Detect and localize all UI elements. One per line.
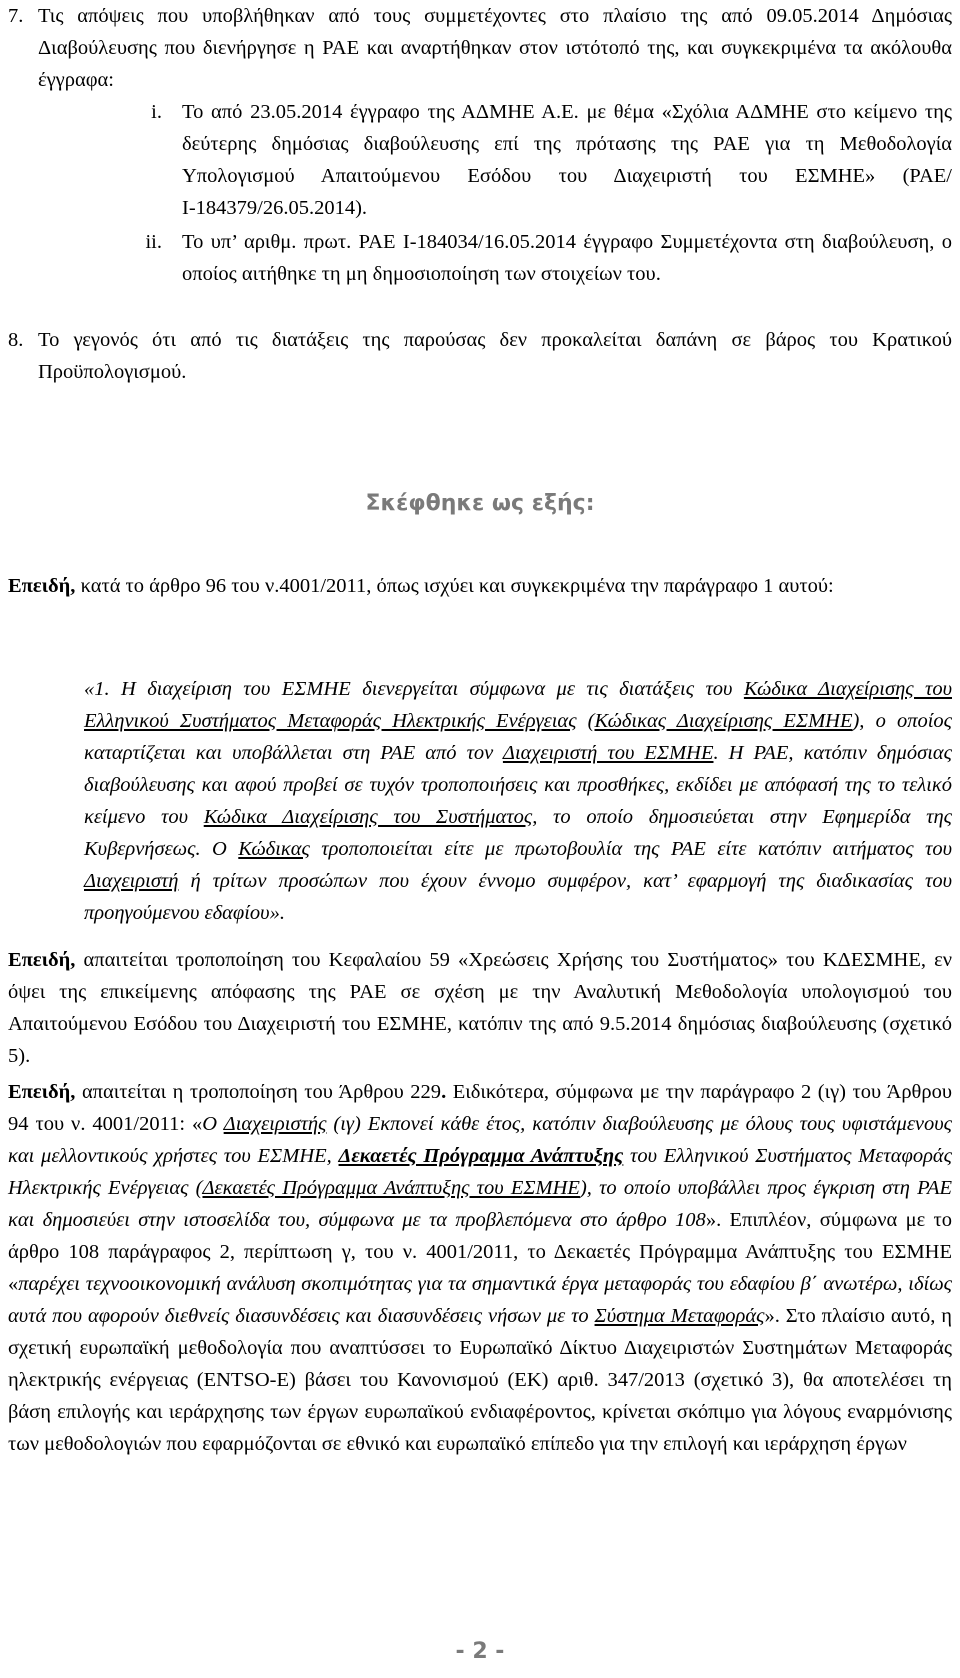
quote-underlined: Κώδικας Διαχείρισης ΕΣΜΗΕ [594,709,853,732]
paragraph-text: Ειδικότερα, σύμφωνα με την παράγραφο 2 (ιγ) του Άρθρου 94 του ν. 4001/2011: « [8,1081,953,1135]
paragraph-2 [8,944,952,1072]
paragraph-text: ». Επιπλέον, σύμφωνα με το άρθρο 108 παράγραφος 2, περίπτωση γ, του ν. 4001/2011, το Δεκαετές Πρόγραμμα Ανάπτυξης του ΕΣΜΗΕ « [8,1209,953,1295]
paragraph-italic: ), το οποίο υποβάλλει προς έγκριση στη ΡΑΕ και δημοσιεύει στην ιστοσελίδα του, σύμφωνα με τα προβλεπόμενα στο άρθρο 108 [8,1177,953,1231]
quote-text: ( [576,709,595,732]
paragraph-bold-underlined: Δεκαετές Πρόγραμμα Ανάπτυξης [338,1145,624,1167]
sub-item-number: i. [151,101,162,123]
quote-text: τροποποιείται είτε με πρωτοβουλία της ΡΑΕ είτε κατόπιν αιτήματος του [309,837,952,860]
paragraph-3 [8,1076,952,1460]
quote-text: . Η ΡΑΕ, κατόπιν δημόσιας διαβούλευσης και αφού προβεί σε τυχόν τροποποιήσεις και προσθήκες, εκδίδει με απόφασή της το τελικό κείμενο του [84,741,952,828]
section-heading: Σκέφθηκε ως εξής: [365,491,595,516]
item-number: 8. [8,329,24,351]
item-number: 7. [8,5,24,27]
paragraph-italic: του Ελληνικού Συστήματος Μεταφοράς Ηλεκτρικής Ενέργειας ( [8,1145,952,1199]
quote-text: «1. Η διαχείριση του ΕΣΜΗΕ διενεργείται σύμφωνα με τις διατάξεις του [84,677,744,700]
quote-underlined: Κώδικα Διαχείρισης του Συστήματος [203,805,533,828]
item-text: Το γεγονός ότι από τις διατάξεις της παρούσας δεν προκαλείται δαπάνη σε βάρος του Κρατικού Προϋπολογισμού. [38,329,952,383]
paragraph-italic: παρέχει τεχνοοικονομική ανάλυση σκοπιμότητας για τα σημαντικά έργα μεταφοράς του εδαφίου β΄ ανωτέρω, ιδίως αυτά που αφορούν διεθνείς διασυνδέσεις και διασυνδέσεις νήσων με το [8,1273,952,1327]
quote-underlined: Κώδικας [238,837,310,860]
paragraph-underlined: Δεκαετές Πρόγραμμα Ανάπτυξης του ΕΣΜΗΕ [202,1177,580,1199]
quote-underlined: Διαχειριστή [84,869,179,892]
sub-item-i [118,96,952,224]
paragraph-lead: Επειδή, [8,1081,76,1103]
paragraph-bold: . [441,1081,447,1103]
item-text: Τις απόψεις που υποβλήθηκαν από τους συμμετέχοντες στο πλαίσιο της από 09.05.2014 Δημόσιας Διαβούλευσης που διενήργησε η ΡΑΕ και αναρτήθηκαν στον ιστότοπό της, και συγκεκριμένα τα ακόλουθα έγγραφα: [38,5,952,91]
paragraph-text: απαιτείται η τροποποίηση του Άρθρου 229 [75,1081,442,1103]
law-quote [84,673,952,929]
quote-text: ή τρίτων προσώπων που έχουν έννομο συμφέρον, κατ’ εφαρμογή της διαδικασίας του προηγούμενου εδαφίου». [84,869,952,924]
paragraph-lead: Επειδή, [8,575,76,597]
sub-item-number: ii. [145,231,162,253]
paragraph-text: κατά το άρθρο 96 του ν.4001/2011, όπως ισχύει και συγκεκριμένα την παράγραφο 1 αυτού: [75,575,834,597]
quote-underlined: Διαχειριστή του ΕΣΜΗΕ [502,741,714,764]
paragraph-italic: Ο [202,1113,224,1135]
paragraph-underlined: Διαχειριστής [223,1113,327,1135]
quote-text: , το οποίο δημοσιεύεται στην Εφημερίδα της Κυβερνήσεως. Ο [84,805,952,860]
paragraph-italic: (ιγ) Εκπονεί κάθε έτος, κατόπιν διαβούλευσης με όλους τους υφιστάμενους και μελλοντικούς χρήστες του ΕΣΜΗΕ, [8,1113,952,1167]
sub-item-text: Το από 23.05.2014 έγγραφο της ΑΔΜΗΕ Α.Ε. με θέμα «Σχόλια ΑΔΜΗΕ στο κείμενο της δεύτερης δημόσιας διαβούλευσης επί της πρότασης της ΡΑΕ για τη Μεθοδολογία Υπολογισμού Απαιτούμενου Εσόδου του Διαχειριστή του ΕΣΜΗΕ» (ΡΑΕ/Ι-184379/26.05.2014). [182,101,952,219]
list-item-7 [8,0,952,96]
list-item-8 [8,324,952,388]
paragraph-text: ». Στο πλαίσιο αυτό, η σχετική ευρωπαϊκή μεθοδολογία που αναπτύσσει το Ευρωπαϊκό Δίκτυο Διαχειριστών Συστημάτων Μεταφοράς ηλεκτρικής ενέργειας (ENTSO-E) βάσει του Κανονισμού (ΕΚ) αριθ. 347/2013 (σχετικό 3), θα αποτελέσει τη βάση επιλογής και ιεράρχησης των έργων ευρωπαϊκού ενδιαφέροντος, κρίνεται σκόπιμο για λόγους εναρμόνισης των μεθοδολογιών που εφαρμόζονται σε εθνικό και ευρωπαϊκό επίπεδο για την επιλογή και ιεράρχηση έργων [8,1305,952,1455]
paragraph-text: απαιτείται τροποποίηση του Κεφαλαίου 59 «Χρεώσεις Χρήσης του Συστήματος» του ΚΔΕΣΜΗΕ, εν όψει της επικείμενης απόφασης της ΡΑΕ σε σχέση με την Αναλυτική Μεθοδολογία υπολογισμού του Απαιτούμενου Εσόδου του Διαχειριστή του ΕΣΜΗΕ, κατόπιν της από 9.5.2014 δημόσιας διαβούλευσης (σχετικό 5). [8,949,952,1067]
quote-text: ), ο οποίος καταρτίζεται και υποβάλλεται στη ΡΑΕ από τον [84,709,952,764]
sub-item-text: Το υπ’ αριθμ. πρωτ. ΡΑΕ Ι-184034/16.05.2014 έγγραφο Συμμετέχοντα στη διαβούλευση, ο οποίος αιτήθηκε τη μη δημοσιοποίηση των στοιχείων του. [182,231,952,285]
sub-item-ii [118,226,952,290]
quote-underlined: Κώδικα Διαχείρισης του Ελληνικού Συστήματος Μεταφοράς Ηλεκτρικής Ενέργειας [84,677,952,732]
paragraph-lead: Επειδή, [8,949,76,971]
page-number: - 2 - [455,1639,505,1664]
paragraph-1 [8,570,952,602]
paragraph-underlined: Σύστημα Μεταφοράς [594,1305,765,1327]
